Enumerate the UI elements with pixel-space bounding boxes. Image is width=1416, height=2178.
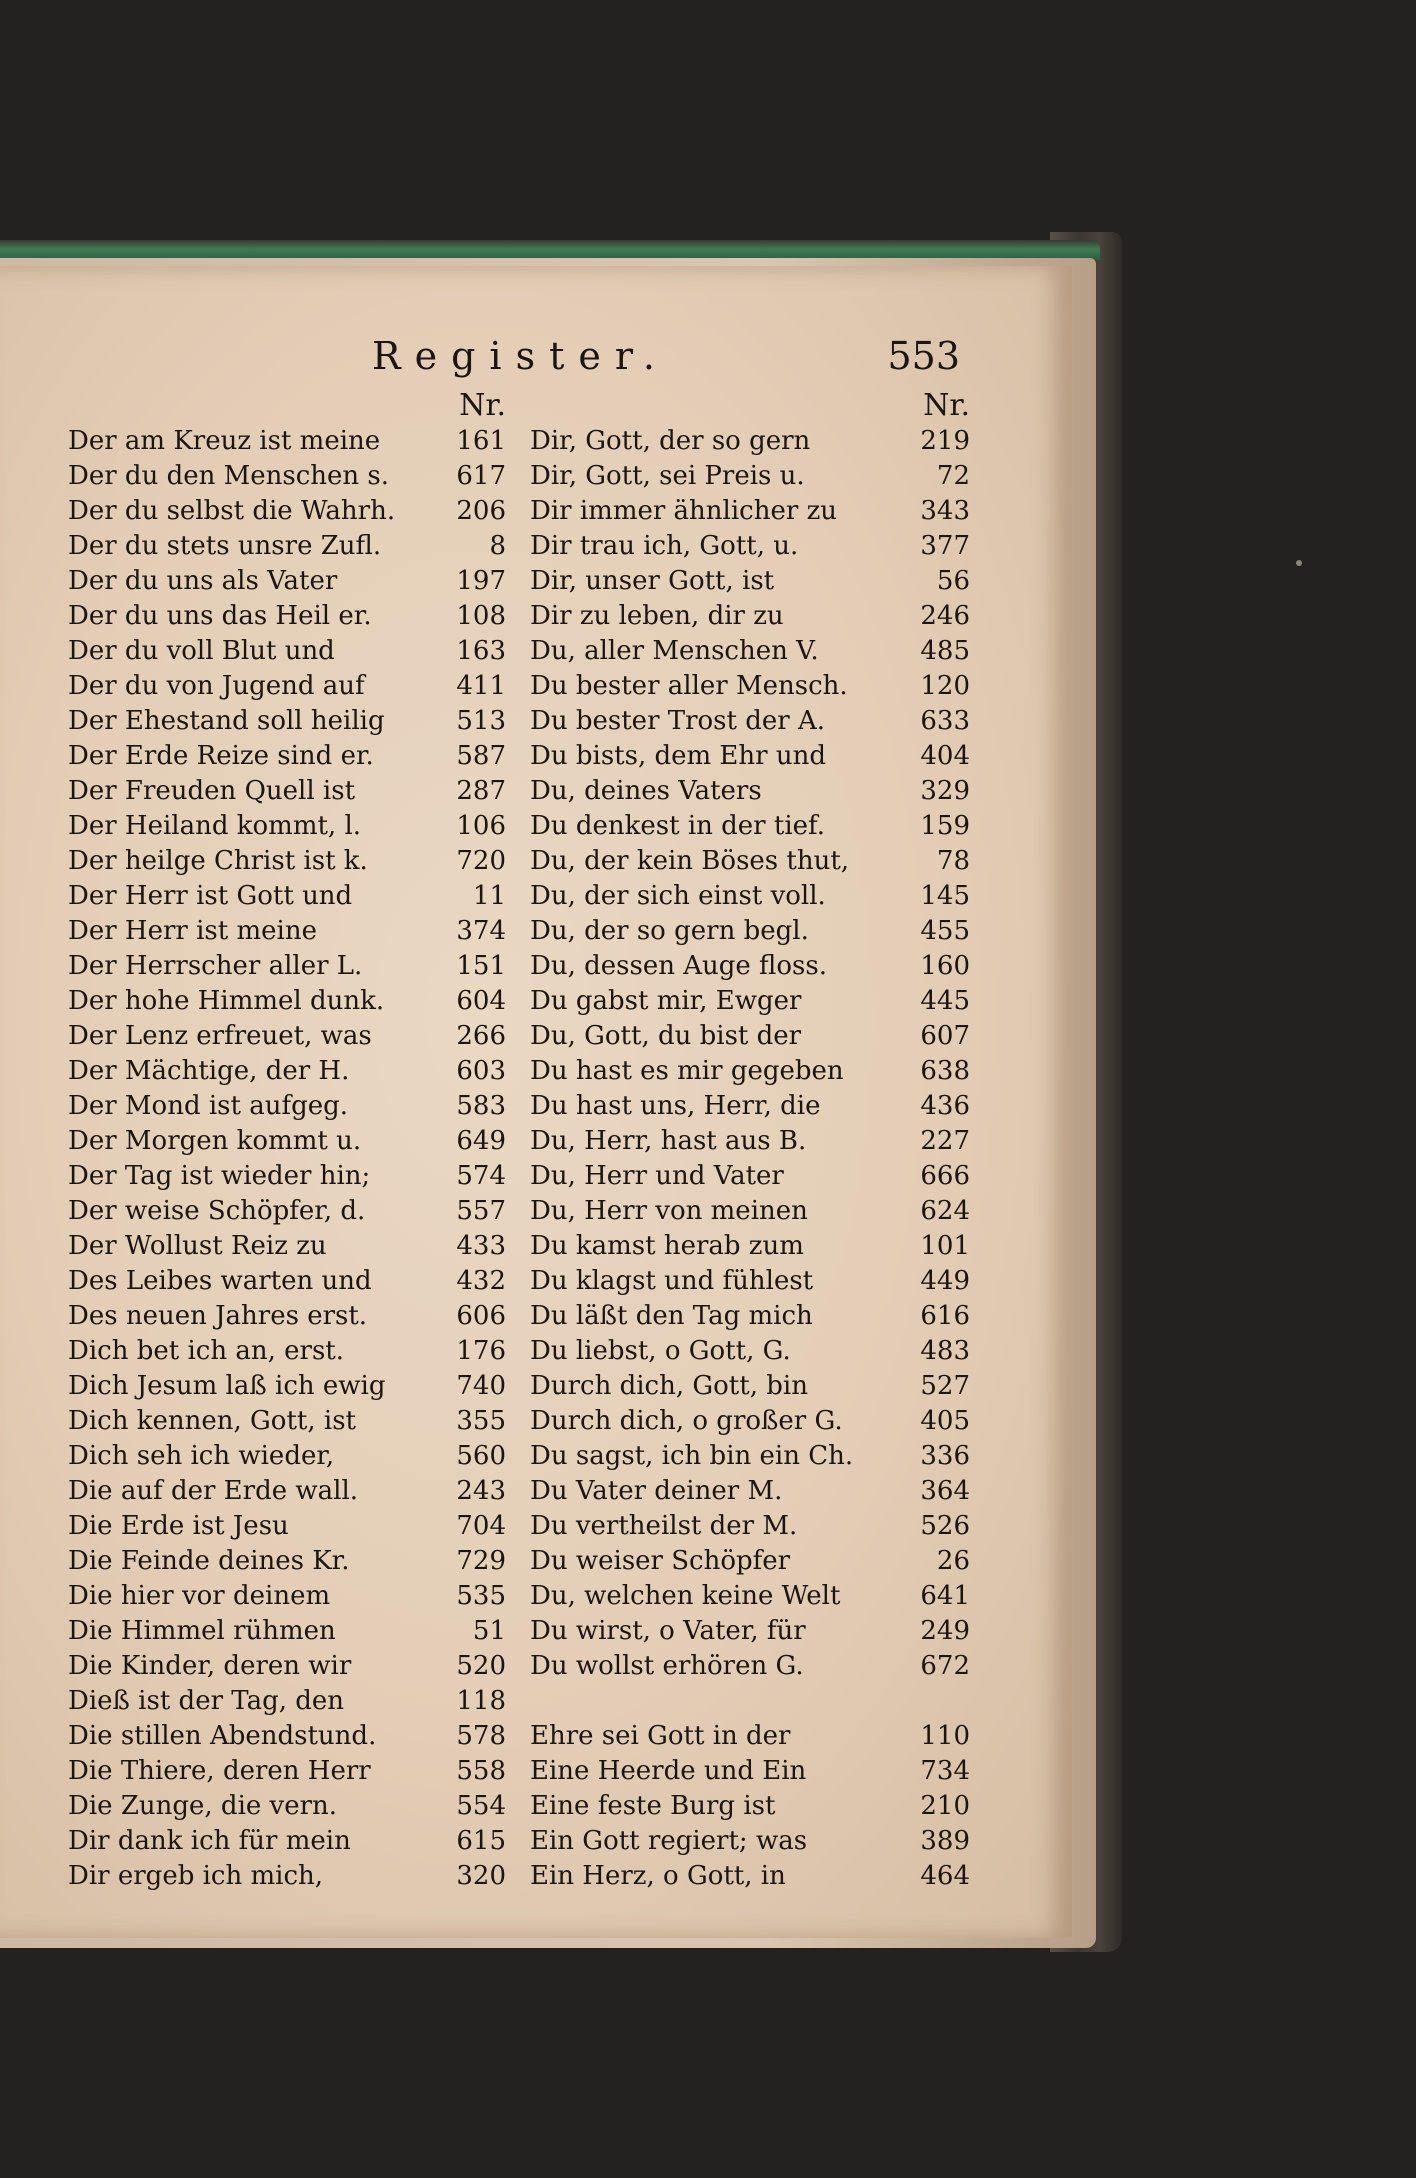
index-entry [68, 1159, 506, 1194]
index-entry-title: Der Mond ist aufgeg. [68, 1091, 349, 1121]
index-entry-number: 558 [456, 1756, 506, 1786]
index-entry-number: 266 [456, 1021, 506, 1051]
page-header-title: Register. [372, 334, 669, 378]
index-entry [530, 424, 970, 459]
index-entry-title: Du, der so gern begl. [530, 916, 809, 946]
index-entry-title: Des neuen Jahres erst. [68, 1301, 368, 1331]
index-entry-title: Der Wollust Reiz zu [68, 1231, 327, 1261]
index-column-left [68, 388, 506, 1894]
index-entry [68, 1264, 506, 1299]
index-entry-number: 641 [920, 1581, 970, 1611]
index-entry-number: 11 [472, 881, 506, 911]
index-entry-title: Du sagst, ich bin ein Ch. [530, 1441, 854, 1471]
index-entry-title: Du weiser Schöpfer [530, 1546, 791, 1576]
index-entry-title: Der Heiland kommt, l. [68, 811, 362, 841]
index-entry-number: 455 [920, 916, 970, 946]
index-entry [68, 1754, 506, 1789]
index-entry-title: Du bists, dem Ehr und [530, 741, 826, 771]
index-entry-title: Der du voll Blut und [68, 636, 335, 666]
index-entry-number: 729 [456, 1546, 506, 1576]
index-entry [530, 1439, 970, 1474]
index-entry-number: 638 [920, 1056, 970, 1086]
index-entry-title: Der du selbst die Wahrh. [68, 496, 396, 526]
index-entry-title: Ehre sei Gott in der [530, 1721, 791, 1751]
index-entry-number: 161 [456, 426, 506, 456]
index-entry [68, 1404, 506, 1439]
index-entry [68, 1474, 506, 1509]
index-entry-title: Der Herr ist Gott und [68, 881, 353, 911]
index-entry-number: 151 [456, 951, 506, 981]
index-entry-number: 56 [936, 566, 970, 596]
index-entry-number: 483 [920, 1336, 970, 1366]
index-entry [530, 669, 970, 704]
index-entry [530, 634, 970, 669]
index-entry-number: 405 [920, 1406, 970, 1436]
index-entry [530, 1089, 970, 1124]
index-entry-number: 513 [456, 706, 506, 736]
index-entry [68, 1684, 506, 1719]
index-entry-number: 159 [920, 811, 970, 841]
index-entry-number: 740 [456, 1371, 506, 1401]
index-entry-number: 118 [456, 1686, 506, 1716]
index-entry-number: 108 [456, 601, 506, 631]
index-entry [530, 1124, 970, 1159]
index-entry-title: Der heilge Christ ist k. [68, 846, 368, 876]
index-entry-title: Ein Herz, o Gott, in [530, 1861, 786, 1891]
index-entry-title: Dir, Gott, der so gern [530, 426, 811, 456]
index-entry [68, 844, 506, 879]
index-entry-title: Dir, unser Gott, ist [530, 566, 775, 596]
index-entry-title: Du bester Trost der A. [530, 706, 826, 736]
index-entry-number: 163 [456, 636, 506, 666]
index-entry [530, 774, 970, 809]
index-entry-number: 197 [456, 566, 506, 596]
index-entry [530, 564, 970, 599]
index-entry [68, 914, 506, 949]
index-entry [530, 1719, 970, 1754]
index-entry [530, 1614, 970, 1649]
index-entry [68, 1719, 506, 1754]
index-entry-number: 364 [920, 1476, 970, 1506]
index-entry [68, 1544, 506, 1579]
index-entry [530, 1509, 970, 1544]
index-entry-number: 603 [456, 1056, 506, 1086]
index-entry-number: 404 [920, 741, 970, 771]
index-entry-number: 26 [936, 1546, 970, 1576]
index-entry [530, 529, 970, 564]
index-entry-number: 78 [936, 846, 970, 876]
index-entry-title: Der Mächtige, der H. [68, 1056, 350, 1086]
index-entry-number: 227 [920, 1126, 970, 1156]
index-entry-title: Der am Kreuz ist meine [68, 426, 381, 456]
index-entry-number: 246 [920, 601, 970, 631]
index-entry-title: Du, welchen keine Welt [530, 1581, 841, 1611]
index-entry [530, 599, 970, 634]
index-entry [68, 984, 506, 1019]
index-entry-title: Der Herrscher aller L. [68, 951, 363, 981]
index-entry [68, 1439, 506, 1474]
index-entry [530, 1264, 970, 1299]
index-entry-number: 587 [456, 741, 506, 771]
index-entry-number: 145 [920, 881, 970, 911]
index-entry-number: 720 [456, 846, 506, 876]
index-entry-number: 520 [456, 1651, 506, 1681]
index-entry-title: Du liebst, o Gott, G. [530, 1336, 791, 1366]
index-entry [68, 1229, 506, 1264]
index-entry [530, 1579, 970, 1614]
index-entry [68, 1334, 506, 1369]
index-entry-number: 606 [456, 1301, 506, 1331]
page-number: 553 [887, 334, 960, 378]
index-entry-number: 449 [920, 1266, 970, 1296]
index-entry [530, 914, 970, 949]
index-entry [530, 1229, 970, 1264]
index-entry [68, 1124, 506, 1159]
index-entry-number: 526 [920, 1511, 970, 1541]
dust-speck [1296, 560, 1302, 566]
index-entry-title: Der Erde Reize sind er. [68, 741, 374, 771]
index-entry-title: Dich kennen, Gott, ist [68, 1406, 356, 1436]
index-entry-number: 485 [920, 636, 970, 666]
index-entry-number: 176 [456, 1336, 506, 1366]
index-entry-title: Der Ehestand soll heilig [68, 706, 385, 736]
index-entry-number: 206 [456, 496, 506, 526]
index-entry-title: Die Himmel rühmen [68, 1616, 336, 1646]
index-entry-number: 574 [456, 1161, 506, 1191]
index-entry [68, 599, 506, 634]
index-entry-title: Du, dessen Auge floss. [530, 951, 827, 981]
index-entry [530, 984, 970, 1019]
index-entry [68, 1194, 506, 1229]
index-entry-number: 355 [456, 1406, 506, 1436]
index-entry [530, 1054, 970, 1089]
index-entry-title: Dir immer ähnlicher zu [530, 496, 838, 526]
index-entry-title: Die Zunge, die vern. [68, 1791, 338, 1821]
index-entry-title: Der Morgen kommt u. [68, 1126, 362, 1156]
index-entry-title: Du wollst erhören G. [530, 1651, 804, 1681]
nr-column-label: Nr. [459, 388, 506, 423]
index-entry-number: 704 [456, 1511, 506, 1541]
index-entry-title: Dich Jesum laß ich ewig [68, 1371, 386, 1401]
index-entry-number: 445 [920, 986, 970, 1016]
index-entry-title: Dir, Gott, sei Preis u. [530, 461, 805, 491]
index-entry [68, 1089, 506, 1124]
index-entry-title: Dir dank ich für mein [68, 1826, 351, 1856]
index-entry [530, 704, 970, 739]
index-entry-number: 604 [456, 986, 506, 1016]
index-entry-number: 554 [456, 1791, 506, 1821]
index-list-right [530, 424, 970, 1684]
index-entry-title: Du läßt den Tag mich [530, 1301, 813, 1331]
index-entry-number: 464 [920, 1861, 970, 1891]
index-entry-title: Du denkest in der tief. [530, 811, 825, 841]
index-entry-number: 666 [920, 1161, 970, 1191]
index-entry [68, 529, 506, 564]
index-entry-number: 578 [456, 1721, 506, 1751]
index-entry [68, 1019, 506, 1054]
index-entry [68, 739, 506, 774]
index-entry-number: 624 [920, 1196, 970, 1226]
index-entry [530, 459, 970, 494]
index-entry-number: 583 [456, 1091, 506, 1121]
index-entry [530, 1754, 970, 1789]
index-entry [68, 1054, 506, 1089]
index-entry-title: Ein Gott regiert; was [530, 1826, 808, 1856]
index-entry-title: Dich seh ich wieder, [68, 1441, 335, 1471]
index-entry-title: Der du stets unsre Zufl. [68, 531, 382, 561]
index-entry-title: Dir ergeb ich mich, [68, 1861, 324, 1891]
index-entry-title: Dich bet ich an, erst. [68, 1336, 345, 1366]
index-entry [530, 739, 970, 774]
index-entry [530, 1019, 970, 1054]
index-entry-title: Dir trau ich, Gott, u. [530, 531, 799, 561]
index-entry [530, 879, 970, 914]
index-entry-number: 8 [489, 531, 506, 561]
index-entry-title: Die Thiere, deren Herr [68, 1756, 371, 1786]
index-entry-number: 649 [456, 1126, 506, 1156]
index-entry-number: 243 [456, 1476, 506, 1506]
index-entry-title: Du, Gott, du bist der [530, 1021, 802, 1051]
index-entry-title: Du, deines Vaters [530, 776, 762, 806]
index-entry [530, 1194, 970, 1229]
index-entry [68, 1789, 506, 1824]
index-entry-number: 320 [456, 1861, 506, 1891]
index-entry [68, 879, 506, 914]
index-entry [530, 1474, 970, 1509]
index-entry-title: Du Vater deiner M. [530, 1476, 783, 1506]
index-entry [530, 1299, 970, 1334]
index-entry-number: 110 [920, 1721, 970, 1751]
index-list-right-e-section [530, 1719, 970, 1894]
index-entry-title: Durch dich, o großer G. [530, 1406, 843, 1436]
index-entry [68, 424, 506, 459]
index-entry-title: Du klagst und fühlest [530, 1266, 814, 1296]
index-entry-title: Des Leibes warten und [68, 1266, 372, 1296]
index-entry-number: 101 [920, 1231, 970, 1261]
index-entry [68, 1859, 506, 1894]
index-entry [68, 1579, 506, 1614]
index-entry [68, 1509, 506, 1544]
index-entry-number: 374 [456, 916, 506, 946]
index-entry-number: 72 [936, 461, 970, 491]
index-entry [68, 669, 506, 704]
index-entry-title: Der Tag ist wieder hin; [68, 1161, 371, 1191]
index-entry [68, 949, 506, 984]
index-entry [530, 844, 970, 879]
index-entry [530, 494, 970, 529]
index-entry [530, 809, 970, 844]
index-entry-number: 377 [920, 531, 970, 561]
index-entry-title: Du hast uns, Herr, die [530, 1091, 821, 1121]
index-entry [530, 1369, 970, 1404]
index-entry-title: Durch dich, Gott, bin [530, 1371, 808, 1401]
index-entry-number: 219 [920, 426, 970, 456]
index-entry-number: 329 [920, 776, 970, 806]
index-entry-title: Die Feinde deines Kr. [68, 1546, 350, 1576]
index-entry-number: 560 [456, 1441, 506, 1471]
index-entry-title: Du wirst, o Vater, für [530, 1616, 806, 1646]
index-entry-number: 411 [456, 671, 506, 701]
index-entry-title: Dir zu leben, dir zu [530, 601, 784, 631]
index-entry-number: 432 [456, 1266, 506, 1296]
index-entry-title: Die hier vor deinem [68, 1581, 331, 1611]
index-entry [68, 1824, 506, 1859]
index-entry [530, 1544, 970, 1579]
index-entry [68, 704, 506, 739]
index-entry [68, 564, 506, 599]
index-entry-number: 557 [456, 1196, 506, 1226]
index-entry-title: Du hast es mir gegeben [530, 1056, 844, 1086]
index-entry [68, 634, 506, 669]
index-entry-title: Dieß ist der Tag, den [68, 1686, 345, 1716]
index-entry-title: Die Erde ist Jesu [68, 1511, 289, 1541]
index-entry-title: Der du den Menschen s. [68, 461, 390, 491]
index-entry-title: Du, aller Menschen V. [530, 636, 819, 666]
index-entry [530, 1649, 970, 1684]
index-entry-title: Der du von Jugend auf [68, 671, 365, 701]
index-entry [530, 1334, 970, 1369]
index-entry-title: Die Kinder, deren wir [68, 1651, 352, 1681]
index-entry-title: Die auf der Erde wall. [68, 1476, 359, 1506]
index-entry-title: Du, Herr und Vater [530, 1161, 784, 1191]
index-entry-title: Die stillen Abendstund. [68, 1721, 377, 1751]
index-entry-title: Eine feste Burg ist [530, 1791, 776, 1821]
index-entry-number: 120 [920, 671, 970, 701]
section-gap [530, 1684, 970, 1719]
index-entry-title: Der du uns als Vater [68, 566, 338, 596]
index-entry-number: 51 [472, 1616, 506, 1646]
index-entry [68, 1614, 506, 1649]
index-entry-title: Eine Heerde und Ein [530, 1756, 807, 1786]
index-list-left [68, 424, 506, 1894]
index-entry-number: 336 [920, 1441, 970, 1471]
index-entry-title: Der Lenz erfreuet, was [68, 1021, 372, 1051]
index-entry [68, 1649, 506, 1684]
index-entry-number: 617 [456, 461, 506, 491]
index-entry-number: 616 [920, 1301, 970, 1331]
index-entry-title: Der Freuden Quell ist [68, 776, 356, 806]
index-entry-number: 210 [920, 1791, 970, 1821]
index-entry-title: Der du uns das Heil er. [68, 601, 372, 631]
index-entry-title: Du, Herr, hast aus B. [530, 1126, 807, 1156]
index-entry [530, 1789, 970, 1824]
index-entry [68, 1299, 506, 1334]
index-entry [530, 1404, 970, 1439]
index-column-right [530, 388, 970, 1894]
index-entry-number: 287 [456, 776, 506, 806]
index-entry [68, 1369, 506, 1404]
index-entry-number: 633 [920, 706, 970, 736]
index-entry-title: Du vertheilst der M. [530, 1511, 798, 1541]
index-entry [68, 459, 506, 494]
index-entry-title: Du, der sich einst voll. [530, 881, 826, 911]
index-entry-title: Du, der kein Böses thut, [530, 846, 850, 876]
index-entry [530, 949, 970, 984]
index-entry [68, 774, 506, 809]
index-entry-number: 433 [456, 1231, 506, 1261]
index-entry-number: 734 [920, 1756, 970, 1786]
index-entry-title: Der hohe Himmel dunk. [68, 986, 385, 1016]
nr-column-label: Nr. [923, 388, 970, 423]
index-entry-number: 106 [456, 811, 506, 841]
index-entry-number: 615 [456, 1826, 506, 1856]
book-top-edge [0, 240, 1100, 260]
index-entry-title: Du kamst herab zum [530, 1231, 804, 1261]
index-entry-title: Der weise Schöpfer, d. [68, 1196, 366, 1226]
index-entry-number: 249 [920, 1616, 970, 1646]
index-entry-title: Du, Herr von meinen [530, 1196, 808, 1226]
index-entry [530, 1159, 970, 1194]
index-entry-number: 527 [920, 1371, 970, 1401]
index-entry-number: 389 [920, 1826, 970, 1856]
index-entry-number: 160 [920, 951, 970, 981]
index-entry-number: 607 [920, 1021, 970, 1051]
index-entry [68, 494, 506, 529]
index-entry-number: 535 [456, 1581, 506, 1611]
index-entry [530, 1859, 970, 1894]
index-entry-title: Du bester aller Mensch. [530, 671, 848, 701]
index-entry [530, 1824, 970, 1859]
index-entry-number: 436 [920, 1091, 970, 1121]
index-entry-number: 672 [920, 1651, 970, 1681]
index-entry [68, 809, 506, 844]
index-entry-title: Der Herr ist meine [68, 916, 317, 946]
index-entry-title: Du gabst mir, Ewger [530, 986, 802, 1016]
index-entry-number: 343 [920, 496, 970, 526]
